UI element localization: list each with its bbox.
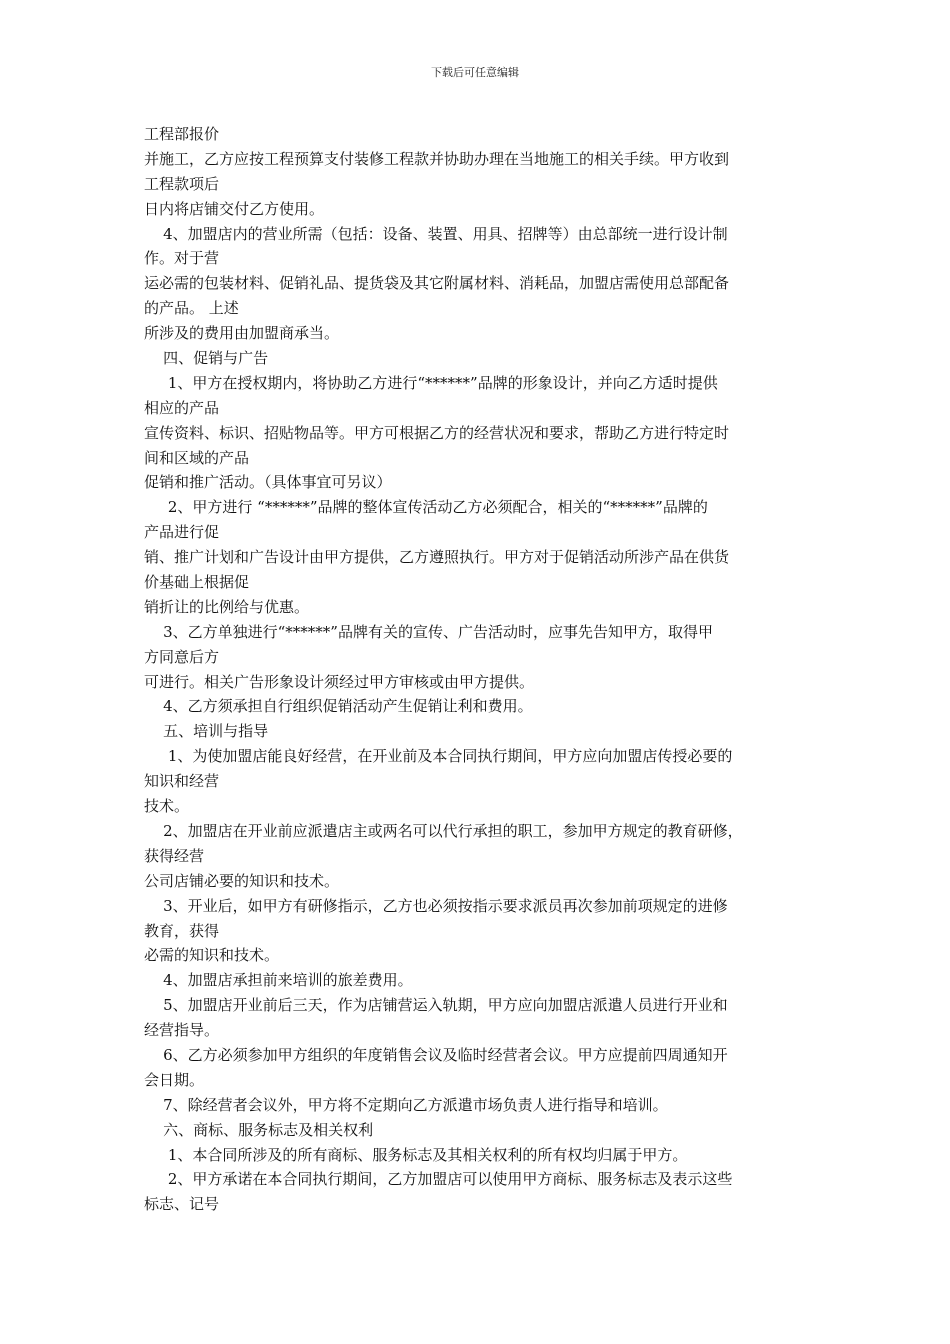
text-line: 4、乙方须承担自行组织促销活动产生促销让利和费用。 [144, 697, 533, 716]
text-line: 作。对于营 [144, 249, 220, 268]
text-line: 日内将店铺交付乙方使用。 [144, 199, 325, 218]
text-line: 并施工，乙方应按工程预算支付装修工程款并协助办理在当地施工的相关手续。甲方收到 [144, 149, 730, 168]
document-body [144, 122, 812, 1217]
text-line: 公司店铺必要的知识和技术。 [144, 871, 340, 890]
text-line: 六、商标、服务标志及相关权利 [144, 1120, 374, 1139]
text-line: 1、本合同所涉及的所有商标、服务标志及其相关权利的所有权均归属于甲方。 [144, 1145, 688, 1164]
text-line: 5、加盟店开业前后三天，作为店铺营运入轨期，甲方应向加盟店派遣人员进行开业和 [144, 996, 728, 1015]
text-line: 1、甲方在授权期内，将协助乙方进行“******”品牌的形象设计，并向乙方适时提供 [144, 373, 718, 392]
text-line: 4、加盟店内的营业所需（包括：设备、装置、用具、招牌等）由总部统一进行设计制 [144, 224, 728, 243]
text-line: 工程款项后 [144, 174, 220, 193]
text-line: 宣传资料、标识、招贴物品等。甲方可根据乙方的经营状况和要求，帮助乙方进行特定时 [144, 423, 730, 442]
text-line: 可进行。相关广告形象设计须经过甲方审核或由甲方提供。 [144, 672, 535, 691]
text-line: 会日期。 [144, 1070, 205, 1089]
text-line: 教育，获得 [144, 921, 220, 940]
text-line: 相应的产品 [144, 398, 220, 417]
text-line: 4、加盟店承担前来培训的旅差费用。 [144, 971, 413, 990]
text-line: 2、加盟店在开业前应派遣店主或两名可以代行承担的职工，参加甲方规定的教育研修， [144, 821, 743, 840]
text-line: 促销和推广活动。（具体事宜可另议） [144, 473, 392, 492]
page-header: 下载后可任意编辑 [431, 66, 519, 79]
text-line: 必需的知识和技术。 [144, 946, 280, 965]
text-line: 四、促销与广告 [144, 349, 269, 368]
text-line: 销、推广计划和广告设计由甲方提供，乙方遵照执行。甲方对于促销活动所涉产品在供货 [144, 548, 730, 567]
text-line: 2、甲方进行 “******”品牌的整体宣传活动乙方必须配合，相关的“******”品牌的 [144, 498, 708, 517]
text-line: 技术。 [144, 797, 190, 816]
text-line: 获得经营 [144, 846, 205, 865]
text-line: 3、开业后，如甲方有研修指示，乙方也必须按指示要求派员再次参加前项规定的进修 [144, 896, 728, 915]
text-line: 2、甲方承诺在本合同执行期间，乙方加盟店可以使用甲方商标、服务标志及表示这些 [144, 1170, 733, 1189]
text-line: 经营指导。 [144, 1021, 220, 1040]
text-line: 方同意后方 [144, 647, 220, 666]
text-line: 所涉及的费用由加盟商承当。 [144, 324, 340, 343]
text-line: 间和区域的产品 [144, 448, 250, 467]
text-line: 产品进行促 [144, 523, 220, 542]
text-line: 3、乙方单独进行“******”品牌有关的宣传、广告活动时，应事先告知甲方，取得甲 [144, 622, 713, 641]
text-line: 的产品。 上述 [144, 299, 239, 318]
text-line: 运必需的包装材料、促销礼品、提货袋及其它附属材料、消耗品，加盟店需使用总部配备 [144, 274, 730, 293]
text-line: 销折让的比例给与优惠。 [144, 597, 310, 616]
text-line: 知识和经营 [144, 772, 220, 791]
text-line: 五、培训与指导 [144, 722, 269, 741]
text-line: 7、除经营者会议外，甲方将不定期向乙方派遣市场负责人进行指导和培训。 [144, 1095, 668, 1114]
text-line: 1、为使加盟店能良好经营，在开业前及本合同执行期间，甲方应向加盟店传授必要的 [144, 747, 733, 766]
text-line: 6、乙方必须参加甲方组织的年度销售会议及临时经营者会议。甲方应提前四周通知开 [144, 1045, 728, 1064]
text-line: 价基础上根据促 [144, 573, 250, 592]
text-line: 工程部报价 [144, 125, 220, 143]
text-line: 标志、记号 [144, 1195, 220, 1214]
